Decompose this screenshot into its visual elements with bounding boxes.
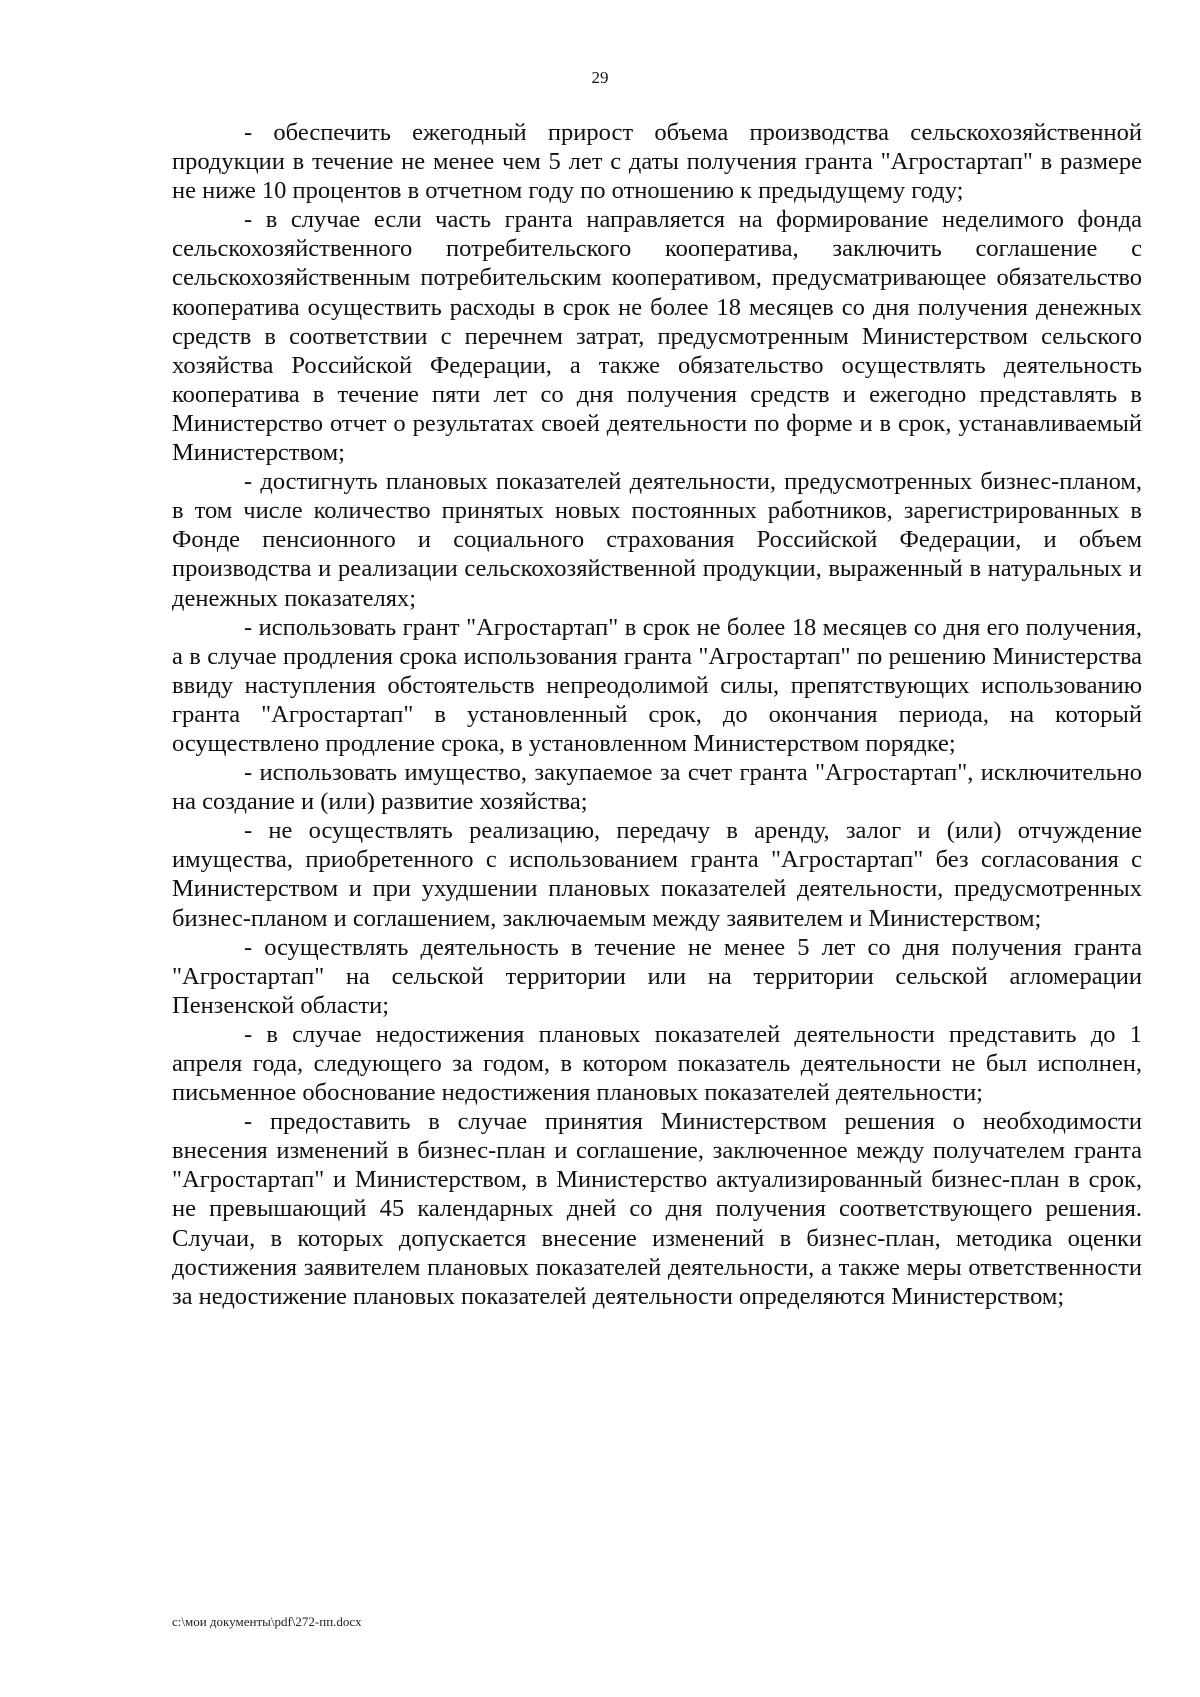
paragraph-9: - предоставить в случае принятия Министерством решения о необходимости внесения изменений в бизнес-план и соглашение, заключенное между получателем гранта "Агростартап" и Министерством, в Министерство актуализированный бизнес-план в срок, не превышающий 45 календарных дней со дня получения соответствующего решения. Случаи, в которых допускается внесение изменений в бизнес-план, методика оценки достижения заявителем плановых показателей деятельности, а также меры ответственности за недостижение плановых показателей деятельности определяются Министерством;	[172, 1108, 1142, 1310]
paragraph-5: - использовать имущество, закупаемое за счет гранта "Агростартап", исключительно на создание и (или) развитие хозяйства;	[172, 759, 1142, 816]
document-body	[172, 118, 1142, 1311]
page-number: 29	[591, 68, 609, 87]
paragraph-2: - в случае если часть гранта направляется на формирование неделимого фонда сельскохозяйственного потребительского кооператива, заключить соглашение с сельскохозяйственным потребительским кооперативом, предусматривающее обязательство кооператива осуществить расходы в срок не более 18 месяцев со дня получения денежных средств в соответствии с перечнем затрат, предусмотренным Министерством сельского хозяйства Российской Федерации, а также обязательство осуществлять деятельность кооператива в течение пяти лет со дня получения средств и ежегодно представлять в Министерство отчет о результатах своей деятельности по форме и в срок, устанавливаемый Министерством;	[172, 206, 1142, 467]
footer-file-path: c:\мои документы\pdf\272-пп.docx	[172, 1614, 362, 1629]
paragraph-8: - в случае недостижения плановых показателей деятельности представить до 1 апреля года, следующего за годом, в котором показатель деятельности не был исполнен, письменное обоснование недостижения плановых показателей деятельности;	[172, 1020, 1142, 1107]
paragraph-7: - осуществлять деятельность в течение не менее 5 лет со дня получения гранта "Агростартап" на сельской территории или на территории сельской агломерации Пензенской области;	[172, 933, 1142, 1019]
paragraph-4: - использовать грант "Агростартап" в срок не более 18 месяцев со дня его получения, а в случае продления срока использования гранта "Агростартап" по решению Министерства ввиду наступления обстоятельств непреодолимой силы, препятствующих использованию гранта "Агростартап" в установленный срок, до окончания периода, на который осуществлено продление срока, в установленном Министерством порядке;	[172, 613, 1142, 757]
paragraph-6: - не осуществлять реализацию, передачу в аренду, залог и (или) отчуждение имущества, приобретенного с использованием гранта "Агростартап" без согласования с Министерством и при ухудшении плановых показателей деятельности, предусмотренных бизнес-планом и соглашением, заключаемым между заявителем и Министерством;	[172, 817, 1142, 932]
paragraph-1: - обеспечить ежегодный прирост объема производства сельскохозяйственной продукции в течение не менее чем 5 лет с даты получения гранта "Агростартап" в размере не ниже 10 процентов в отчетном году по отношению к предыдущему году;	[172, 119, 1142, 205]
paragraph-3: - достигнуть плановых показателей деятельности, предусмотренных бизнес-планом, в том числе количество принятых новых постоянных работников, зарегистрированных в Фонде пенсионного и социального страхования Российской Федерации, и объем производства и реализации сельскохозяйственной продукции, выраженный в натуральных и денежных показателях;	[172, 468, 1142, 612]
